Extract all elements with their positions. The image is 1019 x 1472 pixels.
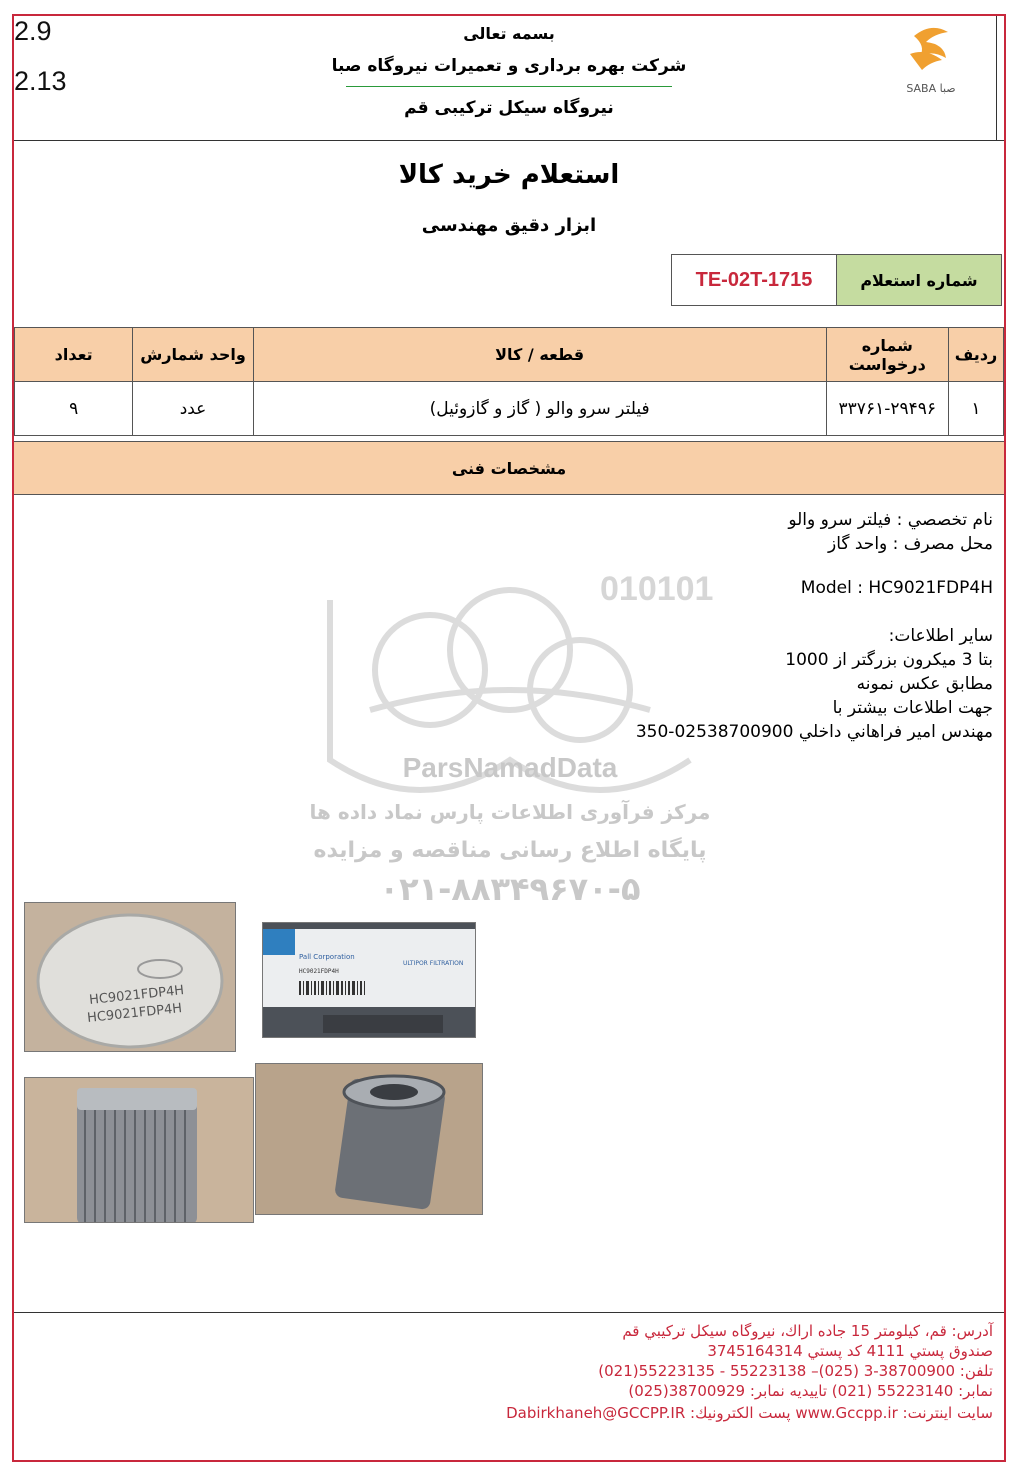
- corner-number-top: 2.9: [14, 16, 52, 46]
- corner-number-bottom: 2.13: [14, 66, 67, 96]
- table-row: [15, 382, 1004, 436]
- photo-label-pn: HC9021FDP4H: [299, 968, 339, 975]
- watermark-line-1: مرکز فرآوری اطلاعات پارس نماد داده ها: [309, 800, 711, 824]
- cell-item: فیلتر سرو والو ( گاز و گازوئیل): [253, 382, 826, 436]
- document-subtitle: ابزار دقیق مهندسی: [421, 215, 597, 236]
- photo-cap-text: HC9021FDP4H: [88, 983, 185, 1008]
- footer-postal: صندوق پستي 4111 كد پستي 3745164314: [707, 1342, 993, 1360]
- cell-row-number: ۱: [949, 382, 1004, 436]
- photo-filter-label: [262, 922, 476, 1038]
- document-title: استعلام خرید کالا: [398, 160, 620, 190]
- col-header-request-number: شماره درخواست: [826, 328, 948, 382]
- col-header-row-number: ردیف: [949, 328, 1004, 382]
- header-line-2: شرکت بهره برداری و تعمیرات نیروگاه صبا: [331, 56, 687, 76]
- photo-filter-angle: [255, 1063, 483, 1215]
- inquiry-number-label: شماره استعلام: [836, 254, 1002, 306]
- items-table: [14, 327, 1004, 436]
- photo-filter-cap: [24, 902, 236, 1052]
- letterhead: [14, 16, 1004, 141]
- header-line-1: بسمه تعالی: [463, 24, 555, 43]
- spec-contact: مهندس امير فراهاني داخلي 02538700900-350: [635, 722, 993, 742]
- watermark-digits: 010101: [600, 570, 714, 608]
- footer-web-email: سايت اينترنت: www.Gccpp.ir پست الكترونيك: Dabirkhaneh@GCCPP.IR: [506, 1404, 993, 1422]
- photo-filter-side: [24, 1077, 254, 1223]
- watermark-brand: ParsNamadData: [402, 752, 618, 783]
- header-divider: [346, 86, 672, 87]
- col-header-quantity: تعداد: [15, 328, 133, 382]
- col-header-item: قطعه / کالا: [253, 328, 826, 382]
- cell-request-number: ۳۳۷۶۱-۲۹۴۹۶: [826, 382, 948, 436]
- cell-quantity: ۹: [15, 382, 133, 436]
- photo-cap-text-2: HC9021FDP4H: [86, 1001, 183, 1026]
- header-right-border: [996, 16, 997, 140]
- spec-beta-rating: بتا 3 ميكرون بزرگتر از 1000: [785, 650, 993, 670]
- col-header-unit: واحد شمارش: [133, 328, 253, 382]
- footer-address: آدرس: قم، كيلومتر 15 جاده اراك، نيروگاه سيكل تركيبي قم: [622, 1322, 993, 1340]
- footer-divider: [14, 1312, 1004, 1313]
- watermark-phone: ۰۲۱-۸۸۳۴۹۶۷۰-۵: [379, 870, 641, 908]
- saba-logo: [886, 14, 976, 104]
- specs-heading: مشخصات فنی: [14, 441, 1004, 495]
- header-line-3: نیروگاه سیکل ترکیبی قم: [404, 98, 614, 118]
- spec-technical-name: نام تخصصي : فيلتر سرو والو: [788, 510, 993, 530]
- spec-usage-location: محل مصرف : واحد گاز: [828, 534, 993, 554]
- spec-sample-photo: مطابق عكس نمونه: [856, 674, 993, 694]
- inquiry-number-value: TE-02T-1715: [671, 254, 837, 306]
- spec-other-info: ساير اطلاعات:: [888, 626, 993, 646]
- watermark-line-2: پایگاه اطلاع رسانی مناقصه و مزایده: [313, 838, 707, 863]
- photo-label-brand: Pall Corporation: [299, 953, 355, 961]
- photo-label-product: ULTIPOR FILTRATION: [403, 960, 464, 967]
- spec-more-info: جهت اطلاعات بيشتر با: [832, 698, 993, 718]
- footer-fax: نمابر: 55223140 (021) تاييديه نمابر: 38700929(025): [628, 1382, 993, 1400]
- cell-unit: عدد: [133, 382, 253, 436]
- spec-model: Model : HC9021FDP4H: [800, 578, 993, 598]
- footer-phone: تلفن: 38700900-3 (025)– 55223138 - 55223135(021): [598, 1362, 993, 1380]
- logo-text: SABA صبا: [906, 82, 956, 95]
